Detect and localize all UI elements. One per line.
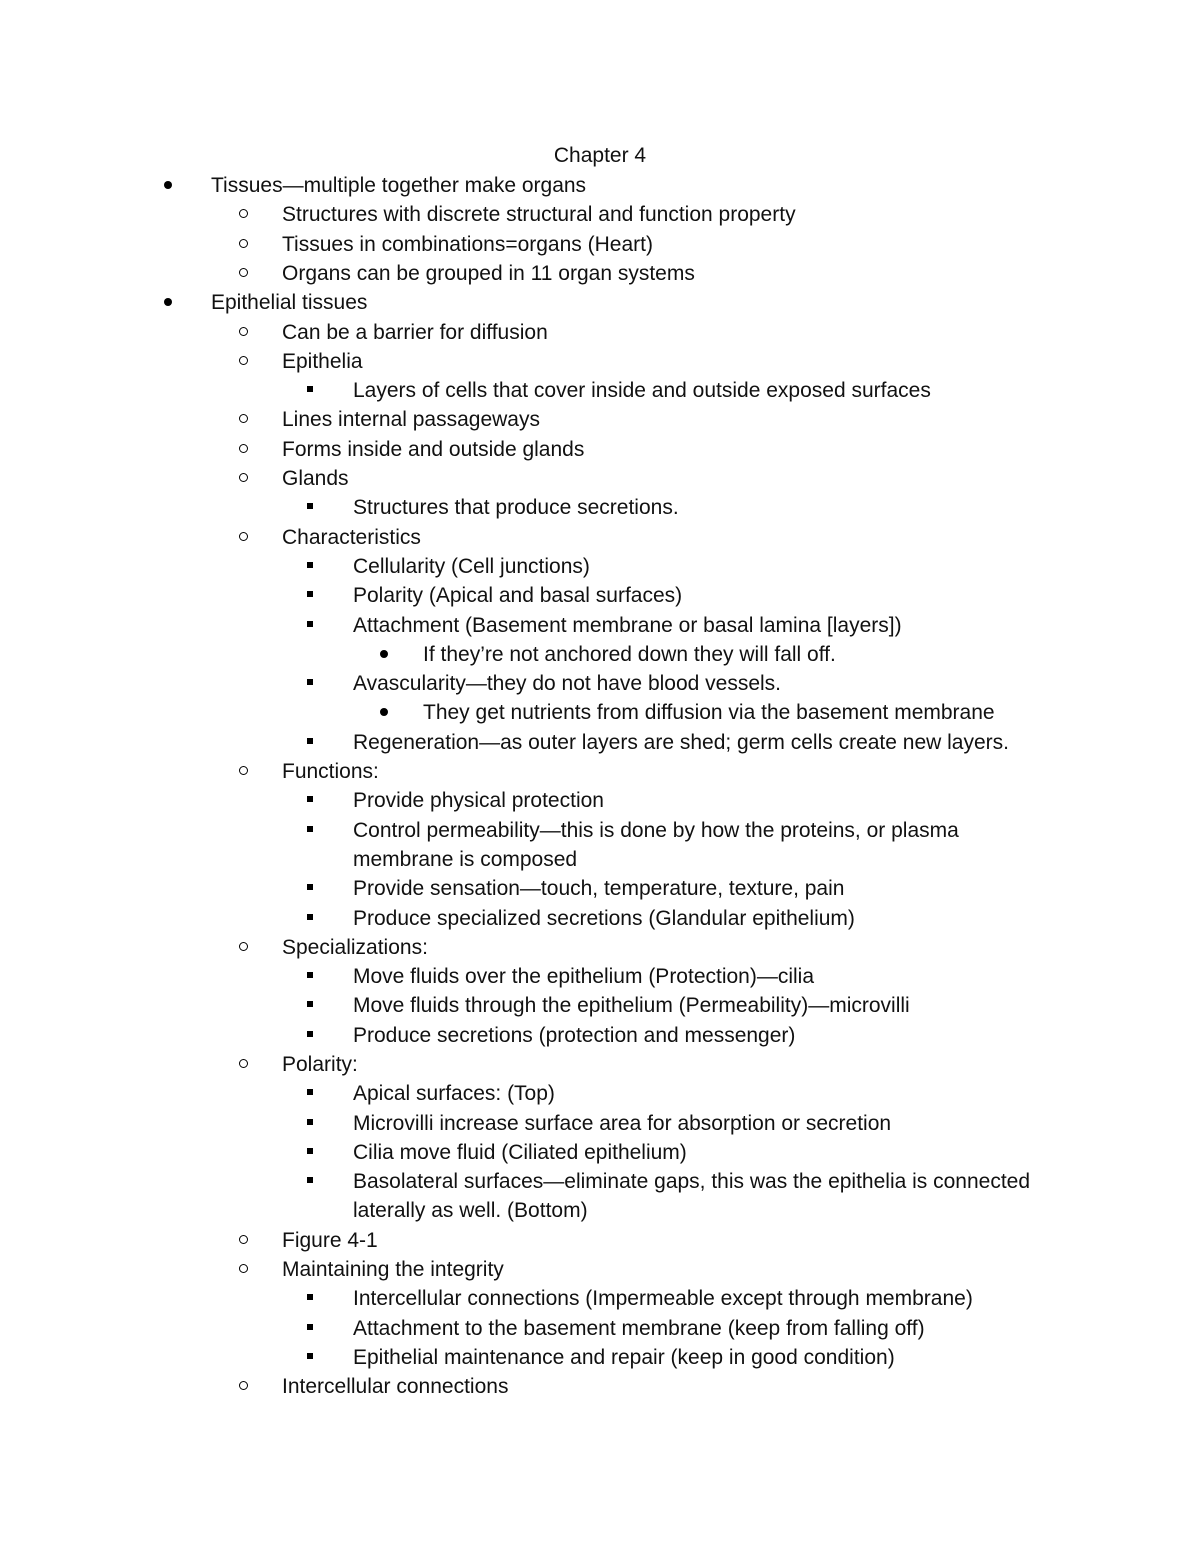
outline-item-level-4 bbox=[0, 640, 1200, 669]
outline-item-level-3 bbox=[0, 581, 1200, 610]
bullet-square-icon bbox=[298, 991, 322, 1020]
bullet-dot-icon bbox=[372, 698, 396, 727]
outline-item-level-3 bbox=[0, 874, 1200, 903]
outline-item-text: Apical surfaces: (Top) bbox=[353, 1082, 555, 1105]
outline-item-text: Structures with discrete structural and function property bbox=[282, 203, 796, 226]
outline-item-level-2 bbox=[0, 259, 1200, 288]
bullet-circle-icon bbox=[231, 435, 255, 464]
bullet-square-icon bbox=[298, 1343, 322, 1372]
outline-item-level-2 bbox=[0, 318, 1200, 347]
outline-item-text: Move fluids through the epithelium (Permeability)—microvilli bbox=[353, 994, 910, 1017]
outline-item-text: Basolateral surfaces—eliminate gaps, this was the epithelia is connected laterally as well. (Bottom) bbox=[353, 1170, 1031, 1222]
outline-item-text: Epithelia bbox=[282, 350, 363, 373]
bullet-circle-icon bbox=[231, 757, 255, 786]
outline-item-level-3 bbox=[0, 962, 1200, 991]
outline-item-text: Epithelial maintenance and repair (keep in good condition) bbox=[353, 1346, 895, 1369]
outline-item-text: Maintaining the integrity bbox=[282, 1258, 504, 1281]
bullet-circle-icon bbox=[231, 933, 255, 962]
outline-item-level-2 bbox=[0, 1255, 1200, 1284]
bullet-circle-icon bbox=[231, 259, 255, 288]
bullet-square-icon bbox=[298, 1167, 322, 1196]
bullet-dot-icon bbox=[156, 288, 180, 317]
outline-item-level-2 bbox=[0, 1050, 1200, 1079]
outline-item-level-2 bbox=[0, 1226, 1200, 1255]
bullet-square-icon bbox=[298, 669, 322, 698]
outline-item-level-2 bbox=[0, 523, 1200, 552]
bullet-circle-icon bbox=[231, 464, 255, 493]
outline-item-level-3 bbox=[0, 991, 1200, 1020]
outline-item-text: Regeneration—as outer layers are shed; germ cells create new layers. bbox=[353, 731, 1009, 754]
outline-item-level-2 bbox=[0, 464, 1200, 493]
bullet-square-icon bbox=[298, 904, 322, 933]
bullet-circle-icon bbox=[231, 523, 255, 552]
outline-item-level-3 bbox=[0, 1343, 1200, 1372]
outline-item-level-3 bbox=[0, 669, 1200, 698]
bullet-circle-icon bbox=[231, 1372, 255, 1401]
bullet-square-icon bbox=[298, 493, 322, 522]
outline-item-text: Intercellular connections bbox=[282, 1375, 509, 1398]
bullet-square-icon bbox=[298, 786, 322, 815]
outline-item-text: Specializations: bbox=[282, 936, 428, 959]
outline-item-text: Functions: bbox=[282, 760, 379, 783]
outline-item-text: Lines internal passageways bbox=[282, 408, 540, 431]
outline-item-text: Avascularity—they do not have blood vessels. bbox=[353, 672, 782, 695]
bullet-circle-icon bbox=[231, 1050, 255, 1079]
outline-item-text: Attachment to the basement membrane (keep from falling off) bbox=[353, 1317, 925, 1340]
outline-item-text: Microvilli increase surface area for absorption or secretion bbox=[353, 1112, 892, 1135]
outline-item-text: Provide physical protection bbox=[353, 789, 604, 812]
outline-item-level-2 bbox=[0, 405, 1200, 434]
outline-item-level-2 bbox=[0, 757, 1200, 786]
outline-item-level-2 bbox=[0, 435, 1200, 464]
outline-item-level-2 bbox=[0, 347, 1200, 376]
bullet-square-icon bbox=[298, 1021, 322, 1050]
outline-item-text: They get nutrients from diffusion via the basement membrane bbox=[423, 701, 995, 724]
outline-item-level-3 bbox=[0, 728, 1200, 757]
outline-item-level-3 bbox=[0, 1167, 1200, 1226]
outline-item-text: Attachment (Basement membrane or basal lamina [layers]) bbox=[353, 614, 902, 637]
bullet-square-icon bbox=[298, 1314, 322, 1343]
outline-item-level-1 bbox=[0, 171, 1200, 200]
outline-item-text: Figure 4-1 bbox=[282, 1229, 378, 1252]
outline-item-text: Can be a barrier for diffusion bbox=[282, 321, 548, 344]
bullet-circle-icon bbox=[231, 1226, 255, 1255]
outline-item-text: Produce specialized secretions (Glandular epithelium) bbox=[353, 907, 855, 930]
outline-item-text: Organs can be grouped in 11 organ systems bbox=[282, 262, 695, 285]
outline-item-text: Control permeability—this is done by how the proteins, or plasma membrane is composed bbox=[353, 819, 959, 871]
bullet-square-icon bbox=[298, 962, 322, 991]
outline-item-text: Structures that produce secretions. bbox=[353, 496, 679, 519]
outline-item-level-3 bbox=[0, 552, 1200, 581]
outline-item-text: Cellularity (Cell junctions) bbox=[353, 555, 590, 578]
page-title: Chapter 4 bbox=[553, 144, 647, 167]
bullet-square-icon bbox=[298, 816, 322, 845]
outline-item-text: Intercellular connections (Impermeable except through membrane) bbox=[353, 1287, 973, 1310]
outline-item-level-3 bbox=[0, 1109, 1200, 1138]
outline-item-text: Cilia move fluid (Ciliated epithelium) bbox=[353, 1141, 687, 1164]
outline-item-level-2 bbox=[0, 230, 1200, 259]
bullet-dot-icon bbox=[372, 640, 396, 669]
bullet-square-icon bbox=[298, 552, 322, 581]
bullet-square-icon bbox=[298, 728, 322, 757]
outline-item-text: Produce secretions (protection and messenger) bbox=[353, 1024, 796, 1047]
bullet-circle-icon bbox=[231, 200, 255, 229]
bullet-circle-icon bbox=[231, 405, 255, 434]
bullet-square-icon bbox=[298, 611, 322, 640]
bullet-square-icon bbox=[298, 581, 322, 610]
outline-item-level-3 bbox=[0, 1138, 1200, 1167]
outline-item-text: Tissues—multiple together make organs bbox=[211, 174, 587, 197]
outline-item-text: Polarity: bbox=[282, 1053, 358, 1076]
outline-item-level-2 bbox=[0, 200, 1200, 229]
outline-item-text: Glands bbox=[282, 467, 349, 490]
bullet-square-icon bbox=[298, 874, 322, 903]
bullet-circle-icon bbox=[231, 230, 255, 259]
outline-item-text: Polarity (Apical and basal surfaces) bbox=[353, 584, 683, 607]
outline-item-text: Layers of cells that cover inside and outside exposed surfaces bbox=[353, 379, 931, 402]
bullet-square-icon bbox=[298, 1109, 322, 1138]
outline-item-level-3 bbox=[0, 1284, 1200, 1313]
bullet-square-icon bbox=[298, 1138, 322, 1167]
outline-item-level-4 bbox=[0, 698, 1200, 727]
bullet-circle-icon bbox=[231, 1255, 255, 1284]
bullet-circle-icon bbox=[231, 318, 255, 347]
outline-item-text: Characteristics bbox=[282, 526, 421, 549]
outline-item-level-2 bbox=[0, 933, 1200, 962]
outline-item-level-3 bbox=[0, 904, 1200, 933]
bullet-circle-icon bbox=[231, 347, 255, 376]
outline-item-text: Epithelial tissues bbox=[211, 291, 368, 314]
bullet-square-icon bbox=[298, 376, 322, 405]
outline-item-text: If they’re not anchored down they will fall off. bbox=[423, 643, 836, 666]
outline-item-level-3 bbox=[0, 1021, 1200, 1050]
outline-item-text: Move fluids over the epithelium (Protection)—cilia bbox=[353, 965, 815, 988]
outline-item-level-3 bbox=[0, 1314, 1200, 1343]
outline-item-level-2 bbox=[0, 1372, 1200, 1401]
bullet-square-icon bbox=[298, 1079, 322, 1108]
outline-item-level-3 bbox=[0, 786, 1200, 815]
outline-item-text: Provide sensation—touch, temperature, texture, pain bbox=[353, 877, 845, 900]
outline-item-level-3 bbox=[0, 376, 1200, 405]
outline-item-text: Tissues in combinations=organs (Heart) bbox=[282, 233, 653, 256]
outline-item-level-3 bbox=[0, 1079, 1200, 1108]
outline-item-level-1 bbox=[0, 288, 1200, 317]
outline-item-level-3 bbox=[0, 816, 1200, 875]
outline-item-level-3 bbox=[0, 493, 1200, 522]
bullet-square-icon bbox=[298, 1284, 322, 1313]
outline-item-level-3 bbox=[0, 611, 1200, 640]
bullet-dot-icon bbox=[156, 171, 180, 200]
outline-item-text: Forms inside and outside glands bbox=[282, 438, 585, 461]
